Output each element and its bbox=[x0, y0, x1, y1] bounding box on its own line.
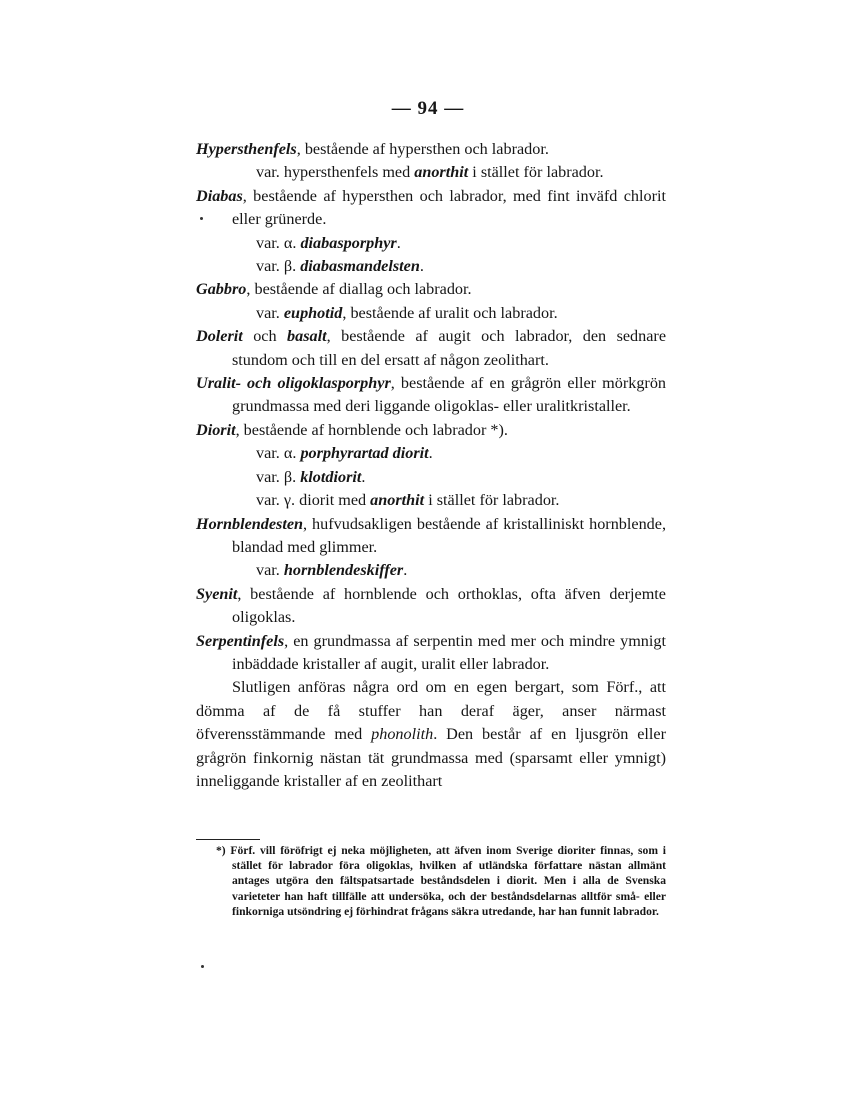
entry-description: , bestående af diallag och labrador. bbox=[246, 280, 472, 299]
variety-suffix: , bestående af uralit och labrador. bbox=[342, 303, 558, 322]
variety-prefix: var. bbox=[256, 303, 284, 322]
entry-syenit bbox=[196, 583, 666, 630]
variety-prefix: var. α. bbox=[256, 233, 301, 252]
variety-suffix: . bbox=[428, 444, 433, 463]
variety-line bbox=[196, 255, 666, 278]
rock-term: Gabbro bbox=[196, 280, 247, 299]
rock-term: Diabas bbox=[196, 186, 243, 205]
entry-uralit bbox=[196, 372, 666, 419]
body-paragraph bbox=[196, 676, 666, 793]
rock-term: Hypersthenfels bbox=[196, 140, 297, 158]
entry-serpentinfels bbox=[196, 630, 666, 677]
entry-dolerit bbox=[196, 325, 666, 372]
entry-description: , bestående af en grågrön eller mörkgrön grundmassa med deri liggande oligoklas- eller uralitkristaller. bbox=[232, 374, 667, 416]
variety-suffix: . bbox=[419, 257, 424, 276]
variety-term: hornblendeskiffer bbox=[283, 561, 404, 580]
variety-line bbox=[196, 161, 666, 184]
entry-connector: och bbox=[242, 327, 288, 346]
entry-diorit bbox=[196, 419, 666, 442]
entry-description: , hufvudsakligen bestående af kristalliniskt hornblende, blandad med glimmer. bbox=[232, 514, 666, 556]
variety-term: anorthit bbox=[370, 491, 425, 510]
variety-term: klotdiorit bbox=[300, 467, 362, 486]
variety-suffix: i stället för labrador. bbox=[424, 491, 560, 510]
rock-term: Serpentinfels bbox=[196, 631, 285, 650]
entry-description: , bestående af hypersthen och labrador, med fint inväfd chlorit eller grünerde. bbox=[232, 186, 666, 229]
variety-line bbox=[196, 489, 666, 512]
entry-description: , bestående af augit och labrador, den sednare stundom och till en del ersatt af någon zeolithart. bbox=[232, 327, 667, 369]
entry-description: , bestående af hornblende och orthoklas, ofta äfven derjemte oligoklas. bbox=[232, 584, 666, 627]
variety-term: diabasporphyr bbox=[300, 233, 397, 252]
entry-description: , bestående af hornblende och labrador *). bbox=[235, 420, 508, 439]
footnote bbox=[196, 839, 666, 919]
print-speck bbox=[200, 217, 203, 220]
entry-description: , bestående af hypersthen och labrador. bbox=[296, 140, 549, 158]
paragraph-text-after: . Den består af en ljusgrön eller grågrön finkornig nästan tät grundmassa med (sparsamt eller ymnigt) inneliggande kristaller af en zeolithart bbox=[196, 725, 666, 790]
paragraph-term: phonolith bbox=[371, 725, 434, 744]
variety-suffix: . bbox=[403, 561, 408, 580]
print-speck bbox=[201, 965, 204, 968]
variety-line bbox=[196, 559, 666, 582]
variety-term: porphyrartad diorit bbox=[300, 444, 429, 463]
paragraph-text-before: Slutligen anföras några ord om en egen bergart, som Förf., att dömma af de få stuffer han deraf äger, anser närmast öfverensstämmande med bbox=[196, 678, 666, 744]
variety-line bbox=[196, 466, 666, 489]
variety-line bbox=[196, 232, 666, 255]
footnote-text: *) Förf. vill föröfrigt ej neka möjligheten, att äfven inom Sverige dioriter finnas, som i stället för labrador föra oligoklas, hvilken af utländska författare nästan allmänt antages utgöra den fältspatsartade beståndsdelen i diorit. Men i alla de Svenska varieteter han haft tillfälle att undersöka, och der beståndsdelarnas alltför små- eller finkorniga utsöndring ej förhindrat frågans säkra utredande, har han funnit labrador. bbox=[216, 844, 666, 918]
variety-prefix: var. bbox=[256, 561, 284, 580]
variety-prefix: var. β. bbox=[256, 467, 301, 486]
variety-line bbox=[196, 302, 666, 325]
variety-suffix: . bbox=[396, 233, 401, 252]
entry-gabbro bbox=[196, 278, 666, 301]
rock-term: Hornblendesten bbox=[196, 514, 304, 533]
variety-prefix: var. α. bbox=[256, 444, 301, 463]
rock-term: Dolerit bbox=[196, 327, 243, 346]
page-number: — 94 — bbox=[391, 98, 465, 119]
main-text bbox=[196, 138, 666, 793]
variety-prefix: var. hypersthenfels med bbox=[256, 163, 415, 182]
variety-prefix: var. β. bbox=[256, 257, 301, 276]
entry-description: , en grundmassa af serpentin med mer och mindre ymnigt inbäddade kristaller af augit, uralit eller labrador. bbox=[232, 631, 666, 673]
entry-diabas bbox=[196, 185, 666, 232]
variety-term: diabasmandelsten bbox=[300, 257, 420, 276]
entry-hypersthenfels bbox=[196, 138, 666, 161]
rock-term-2: basalt bbox=[287, 327, 327, 346]
variety-term: anorthit bbox=[414, 163, 469, 182]
variety-suffix: . bbox=[361, 467, 366, 486]
footnote-rule bbox=[196, 839, 260, 840]
variety-term: euphotid bbox=[283, 303, 343, 322]
entry-hornblendesten bbox=[196, 513, 666, 560]
rock-term: Syenit bbox=[196, 584, 238, 603]
variety-suffix: i stället för labrador. bbox=[468, 163, 604, 182]
rock-term: Uralit- och oligoklasporphyr bbox=[196, 374, 391, 393]
variety-prefix: var. γ. diorit med bbox=[256, 491, 371, 510]
rock-term: Diorit bbox=[196, 420, 236, 439]
variety-line bbox=[196, 442, 666, 465]
